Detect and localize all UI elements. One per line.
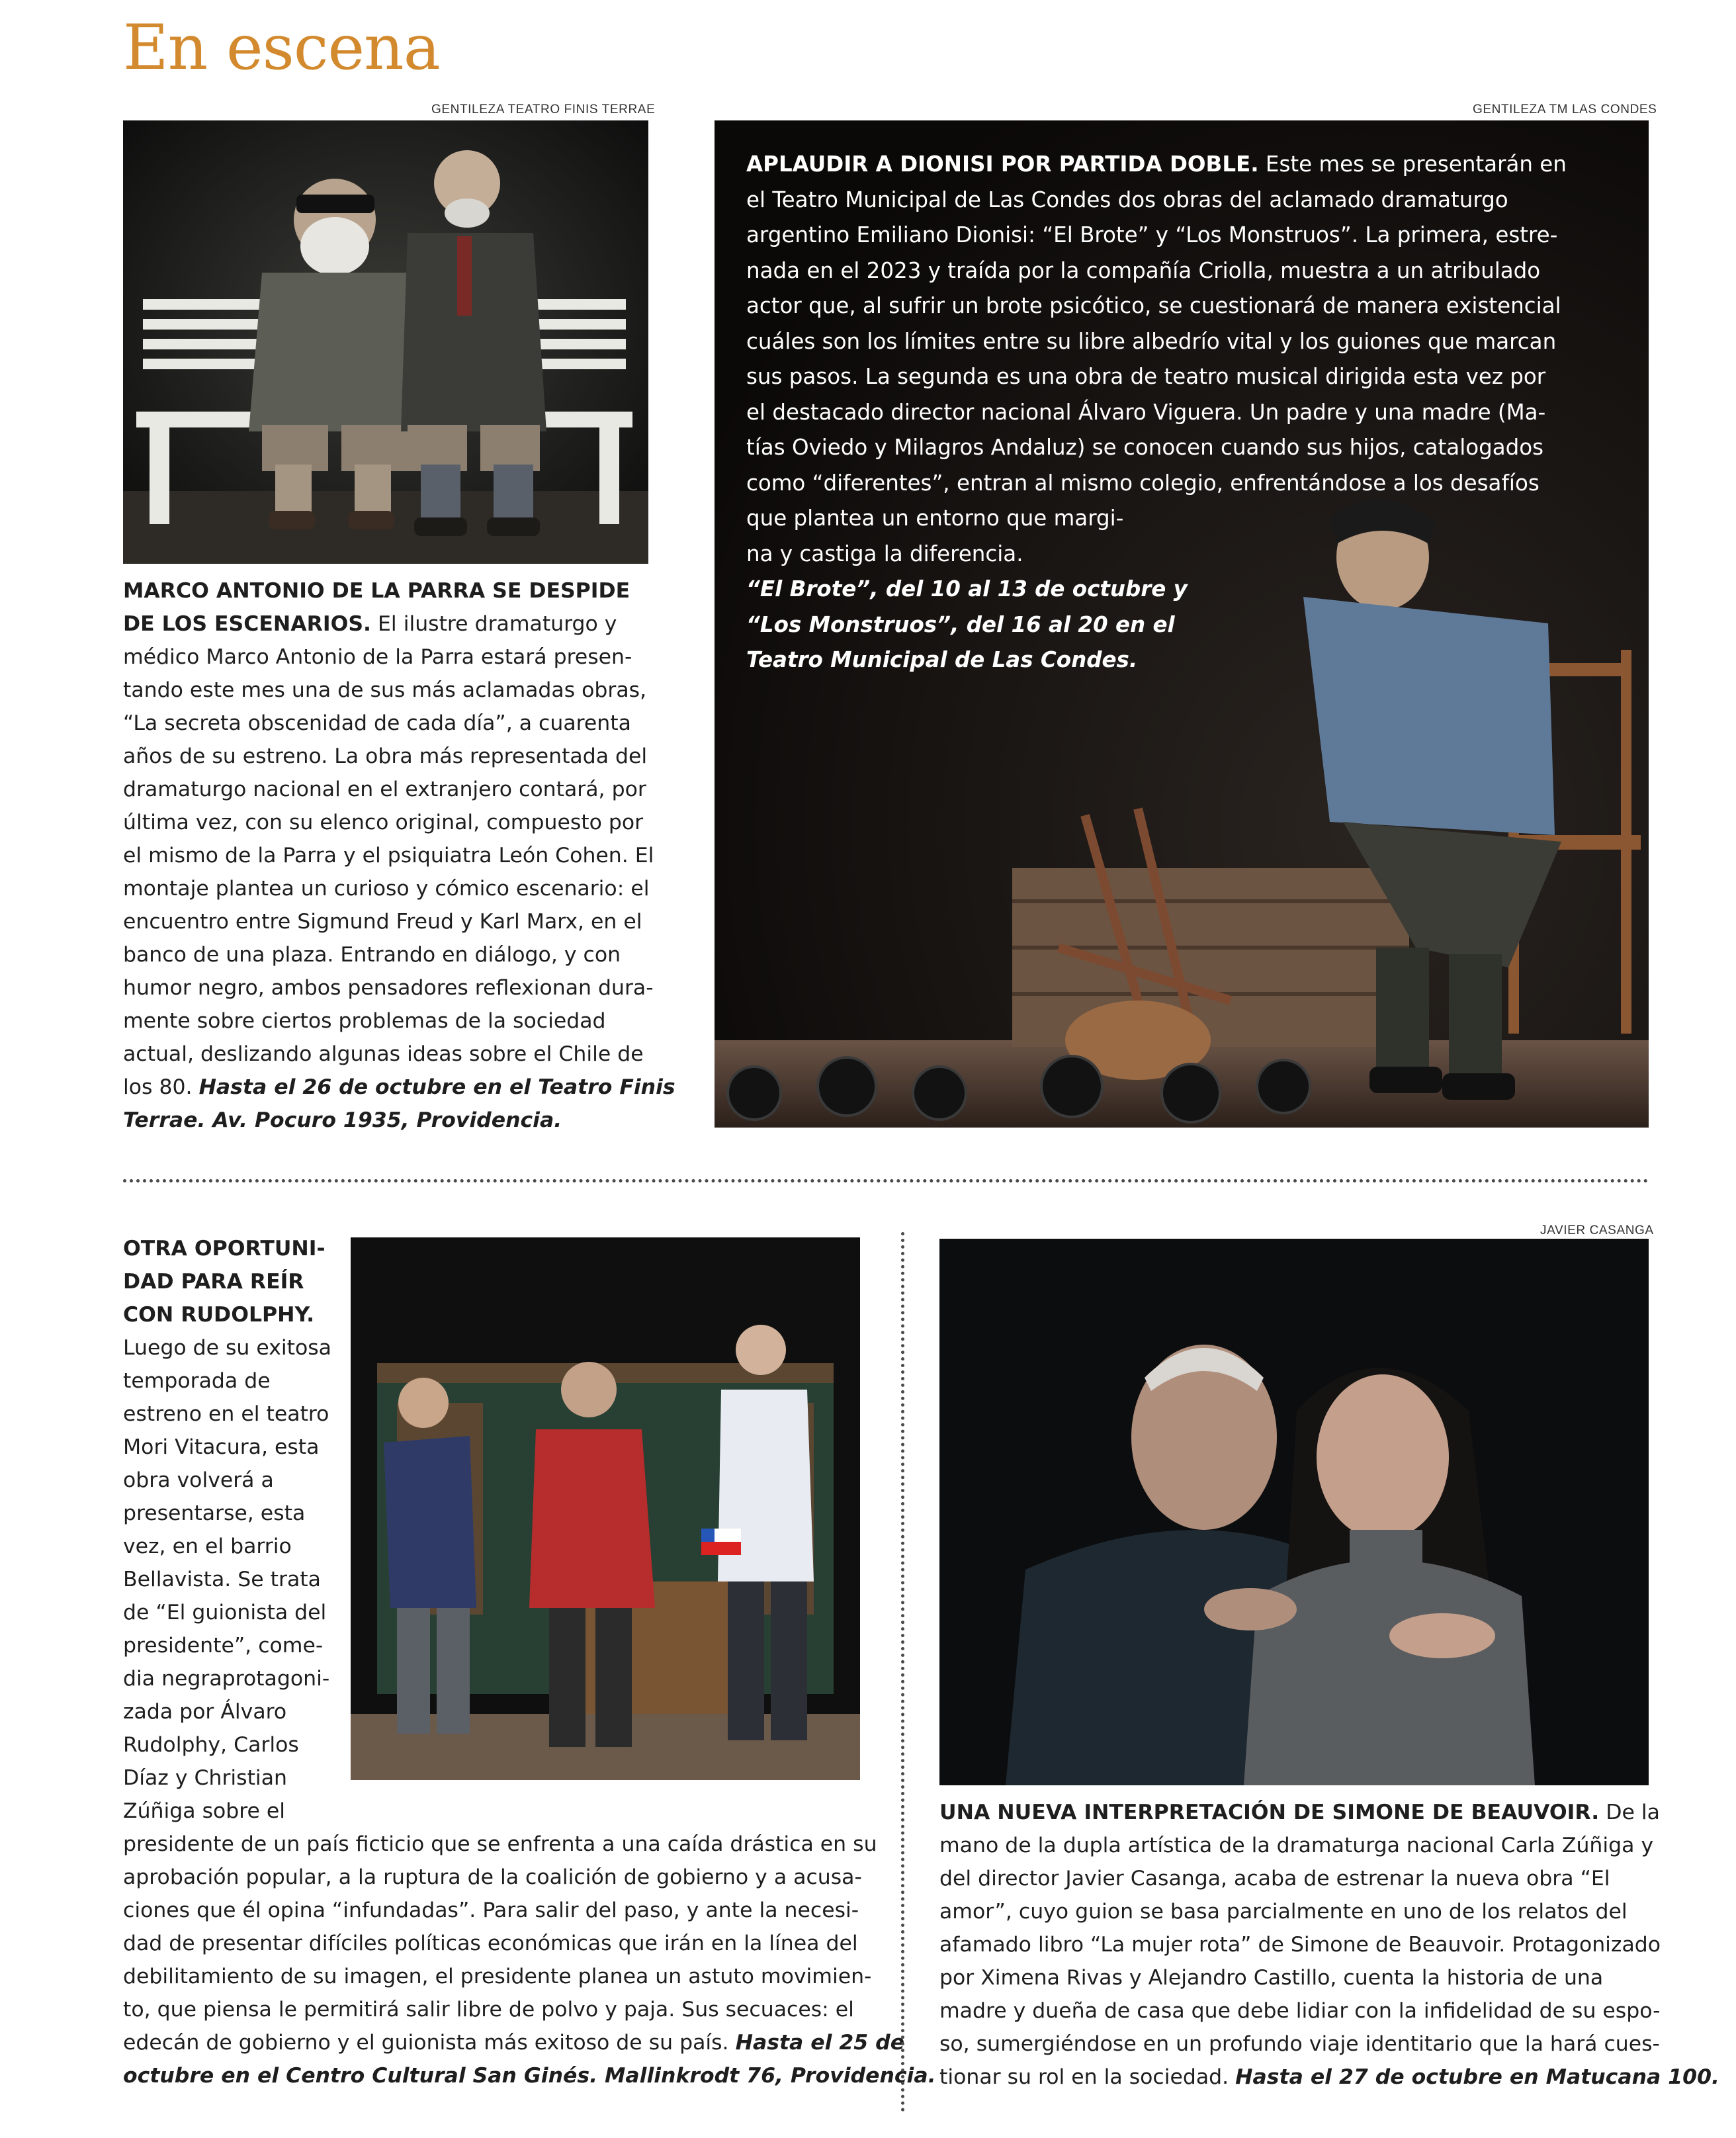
body-run: ciones que él opina “infundadas”. Para salir del paso, y ante la necesi- (123, 1898, 859, 1922)
body-run: nada en el 2023 y traída por la compañía Criolla, muestra a un atribulado (746, 257, 1541, 283)
date-venue-run: Hasta el 25 de (735, 2031, 905, 2055)
body-run: “La secreta obscenidad de cada día”, a cuarenta (123, 711, 631, 735)
date-venue-run: Teatro Municipal de Las Condes. (746, 647, 1138, 672)
body-run: encuentro entre Sigmund Freud y Karl Marx, en el (123, 910, 642, 934)
section-divider (123, 1179, 1649, 1182)
text-line (939, 1829, 1719, 1862)
body-run: tando este mes una de sus más aclamadas obras, (123, 678, 647, 702)
text-line (123, 806, 675, 839)
text-line (746, 147, 1567, 183)
headline-run: APLAUDIR A DIONISI POR PARTIDA DOBLE. (746, 152, 1259, 177)
text-line (123, 773, 675, 806)
text-line (123, 1662, 331, 1695)
photo-rudolphy-stage (351, 1237, 860, 1780)
article-parra-lines (123, 574, 675, 1137)
text-line (123, 971, 675, 1004)
body-run: sus pasos. La segunda es una obra de teatro musical dirigida esta vez por (746, 364, 1546, 389)
body-run: el destacado director nacional Álvaro Viguera. Un padre y una madre (Ma- (746, 399, 1546, 425)
text-line (123, 1331, 331, 1364)
text-line (123, 1695, 331, 1728)
body-run: na y castiga la diferencia. (746, 541, 1023, 566)
text-line (123, 641, 675, 674)
headline-run: DE LOS ESCENARIOS. (123, 612, 372, 636)
body-run: humor negro, ambos pensadores reflexionan dura- (123, 976, 654, 1000)
text-line (123, 1104, 675, 1137)
body-run: tionar su rol en la sociedad. (939, 2065, 1236, 2089)
article-rudolphy-narrow-lines (123, 1232, 331, 1828)
headline-run: CON RUDOLPHY. (123, 1303, 315, 1327)
text-line (939, 1862, 1719, 1895)
text-line (123, 2026, 936, 2059)
headline-run: UNA NUEVA INTERPRETACIÓN DE SIMONE DE BEAUVOIR. (939, 1801, 1600, 1824)
body-run: tías Oviedo y Milagros Andaluz) se conocen cuando sus hijos, catalogados (746, 435, 1544, 460)
photo-parra-cohen-bench (123, 120, 648, 564)
section-title: En escena (123, 12, 440, 84)
text-line (746, 218, 1567, 253)
body-run: montaje plantea un curioso y cómico escenario: el (123, 877, 650, 901)
text-line (939, 2027, 1719, 2061)
text-line (123, 1993, 936, 2026)
body-run: del director Javier Casanga, acaba de estrenar la nueva obra “El (939, 1867, 1610, 1891)
text-line (123, 1298, 331, 1331)
text-line (123, 1364, 331, 1398)
body-run: Mori Vitacura, esta (123, 1435, 320, 1459)
date-venue-run: octubre en el Centro Cultural San Ginés. Mallinkrodt 76, Providencia. (123, 2064, 936, 2088)
text-line (123, 1894, 936, 1927)
text-line (123, 1398, 331, 1431)
body-run: de “El guionista del (123, 1601, 327, 1625)
text-line (123, 1038, 675, 1071)
headline-run: DAD PARA REÍR (123, 1270, 304, 1294)
text-line (746, 643, 1567, 678)
text-line (939, 1961, 1719, 1994)
text-line (123, 674, 675, 707)
article-beauvoir-lines (939, 1796, 1719, 2094)
text-line (939, 1895, 1719, 1928)
text-line (123, 1071, 675, 1104)
body-run: temporada de (123, 1369, 271, 1393)
body-run: actor que, al sufrir un brote psicótico, se cuestionará de manera existencial (746, 293, 1561, 318)
body-run: Este mes se presentarán en (1258, 152, 1567, 177)
article-parra (123, 574, 675, 1137)
text-line (123, 2059, 936, 2092)
body-run: presidente de un país ficticio que se enfrenta a una caída drástica en su (123, 1832, 877, 1856)
text-line (123, 1861, 936, 1894)
text-line (123, 1265, 331, 1298)
text-line (746, 289, 1567, 324)
text-line (123, 938, 675, 971)
photo-credit-finis-terrae: GENTILEZA TEATRO FINIS TERRAE (431, 103, 656, 116)
text-line (123, 707, 675, 740)
body-run: obra volverá a (123, 1468, 274, 1492)
body-run: mente sobre ciertos problemas de la sociedad (123, 1009, 606, 1033)
text-line (939, 2061, 1719, 2094)
text-line (746, 183, 1567, 218)
date-venue-run: Hasta el 27 de octubre en Matucana 100. (1235, 2065, 1719, 2089)
column-divider-bottom (901, 1232, 904, 2112)
article-dionisi (746, 147, 1567, 678)
body-run: última vez, con su elenco original, compuesto por (123, 811, 644, 834)
article-dionisi-lines (746, 147, 1567, 678)
body-run: por Ximena Rivas y Alejandro Castillo, cuenta la historia de una (939, 1966, 1604, 1990)
body-run: dramaturgo nacional en el extranjero contará, por (123, 778, 646, 801)
text-line (123, 574, 675, 607)
body-run: mano de la dupla artística de la dramaturga nacional Carla Zúñiga y (939, 1834, 1654, 1857)
text-line (123, 1761, 331, 1795)
date-venue-run: Terrae. Av. Pocuro 1935, Providencia. (123, 1108, 562, 1132)
body-run: Bellavista. Se trata (123, 1568, 321, 1591)
text-line (123, 1004, 675, 1038)
text-line (939, 1928, 1719, 1961)
body-run: actual, deslizando algunas ideas sobre el Chile de (123, 1042, 644, 1066)
text-line (746, 572, 1567, 607)
body-run: que plantea un entorno que margi- (746, 506, 1124, 531)
text-line (123, 1828, 936, 1861)
body-run: como “diferentes”, entran al mismo colegio, enfrentándose a los desafíos (746, 470, 1540, 496)
text-line (123, 1629, 331, 1662)
body-run: El ilustre dramaturgo y (371, 612, 617, 636)
text-line (123, 872, 675, 905)
text-line (746, 501, 1567, 537)
body-run: cuáles son los límites entre su libre albedrío vital y los guiones que marcan (746, 328, 1557, 354)
body-run: Zúñiga sobre el (123, 1799, 286, 1823)
body-run: aprobación popular, a la ruptura de la coalición de gobierno y a acusa- (123, 1865, 862, 1889)
text-line (746, 395, 1567, 431)
text-line (123, 1497, 331, 1530)
body-run: argentino Emiliano Dionisi: “El Brote” y “Los Monstruos”. La primera, estre- (746, 222, 1558, 247)
body-run: to, que piensa le permitirá salir libre de polvo y paja. Sus secuaces: el (123, 1998, 854, 2022)
headline-run: OTRA OPORTUNI- (123, 1237, 326, 1261)
text-line (746, 537, 1567, 572)
article-rudolphy-wide-lines (123, 1828, 936, 2092)
body-run: los 80. (123, 1075, 199, 1099)
body-run: presidente”, come- (123, 1634, 324, 1658)
text-line (123, 1728, 331, 1761)
text-line (123, 1530, 331, 1563)
article-rudolphy-wide (123, 1828, 936, 2092)
text-line (746, 607, 1567, 643)
body-run: edecán de gobierno y el guionista más exitoso de su país. (123, 2031, 736, 2055)
body-run: médico Marco Antonio de la Parra estará presen- (123, 645, 632, 669)
text-line (123, 839, 675, 872)
body-run: debilitamiento de su imagen, el presidente planea un astuto movimien- (123, 1965, 872, 1988)
body-run: zada por Álvaro (123, 1700, 287, 1724)
photo-beauvoir-portrait (939, 1239, 1649, 1785)
date-venue-run: “El Brote”, del 10 al 13 de octubre y (746, 576, 1188, 601)
text-line (123, 1927, 936, 1960)
body-run: vez, en el barrio (123, 1535, 292, 1558)
text-line (123, 1596, 331, 1629)
text-line (123, 905, 675, 938)
body-run: De la (1599, 1801, 1660, 1824)
text-line (123, 1795, 331, 1828)
text-line (746, 324, 1567, 360)
body-run: estreno en el teatro (123, 1402, 329, 1426)
body-run: años de su estreno. La obra más representada del (123, 744, 648, 768)
text-line (939, 1796, 1719, 1829)
date-venue-run: “Los Monstruos”, del 16 al 20 en el (746, 611, 1175, 637)
body-run: amor”, cuyo guion se basa parcialmente en uno de los relatos del (939, 1900, 1628, 1924)
body-run: Díaz y Christian (123, 1766, 287, 1790)
text-line (123, 740, 675, 773)
body-run: Luego de su exitosa (123, 1336, 331, 1360)
article-rudolphy-narrow (123, 1232, 331, 1828)
text-line (123, 1464, 331, 1497)
text-line (123, 1563, 331, 1596)
photo-credit-las-condes: GENTILEZA TM LAS CONDES (1473, 103, 1657, 116)
text-line (123, 607, 675, 641)
body-run: presentarse, esta (123, 1501, 306, 1525)
text-line (746, 466, 1567, 502)
body-run: dia negraprotagoni- (123, 1667, 330, 1691)
body-run: el mismo de la Parra y el psiquiatra León Cohen. El (123, 844, 654, 868)
article-beauvoir (939, 1796, 1719, 2094)
body-run: dad de presentar difíciles políticas económicas que irán en la línea del (123, 1932, 858, 1955)
text-line (123, 1960, 936, 1993)
text-line (746, 430, 1567, 466)
photo-credit-javier-casanga: JAVIER CASANGA (1540, 1224, 1654, 1237)
text-line (123, 1232, 331, 1265)
body-run: banco de una plaza. Entrando en diálogo, y con (123, 943, 621, 967)
headline-run: MARCO ANTONIO DE LA PARRA SE DESPIDE (123, 579, 630, 603)
text-line (746, 359, 1567, 395)
body-run: madre y dueña de casa que debe lidiar con la infidelidad de su espo- (939, 1999, 1661, 2023)
text-line (123, 1431, 331, 1464)
body-run: el Teatro Municipal de Las Condes dos obras del aclamado dramaturgo (746, 187, 1508, 212)
date-venue-run: Hasta el 26 de octubre en el Teatro Finis (198, 1075, 675, 1099)
body-run: so, sumergiéndose en un profundo viaje identitario que la hará cues- (939, 2032, 1660, 2056)
text-line (939, 1994, 1719, 2027)
text-line (746, 253, 1567, 289)
body-run: afamado libro “La mujer rota” de Simone de Beauvoir. Protagonizado (939, 1933, 1661, 1957)
body-run: Rudolphy, Carlos (123, 1733, 299, 1757)
